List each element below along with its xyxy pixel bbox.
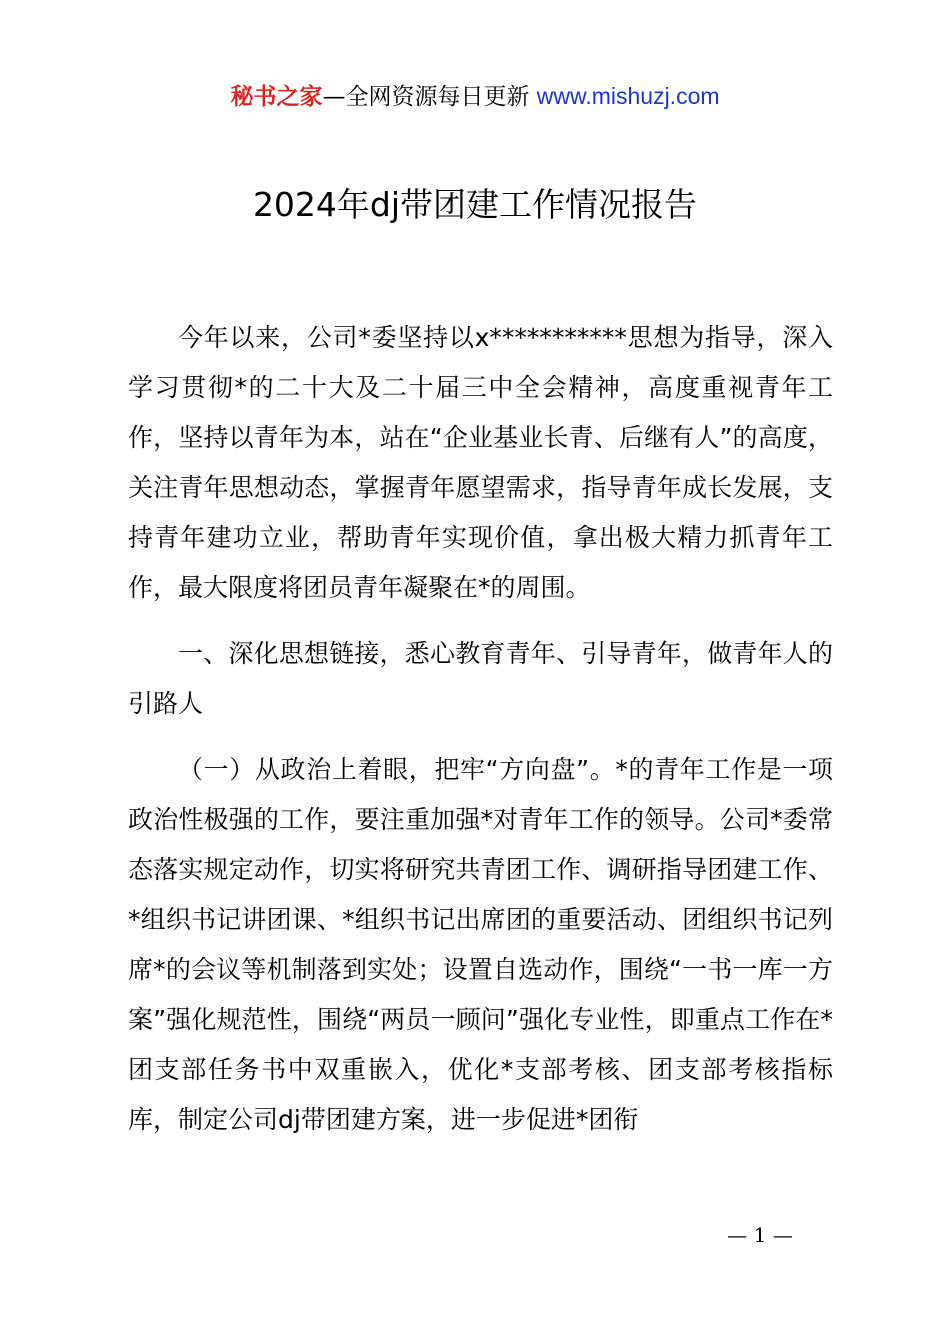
site-banner (0, 80, 950, 113)
page-number: — 1 — (727, 1223, 793, 1247)
banner-tagline: —全网资源每日更新 (322, 84, 537, 110)
paragraph-intro: 今年以来，公司*委坚持以x***********思想为指导，深入学习贯彻*的二十大及二十届三中全会精神，高度重视青年工作，坚持以青年为本，站在“企业基业长青、后继有人”的高度，关注青年思想动态，掌握青年愿望需求，指导青年成长发展，支持青年建功立业，帮助青年实现价值，拿出极大精力抓青年工作，最大限度将团员青年凝聚在*的周围。 (128, 323, 833, 602)
section-heading-1: 一、深化思想链接，悉心教育青年、引导青年，做青年人的引路人 (128, 639, 833, 718)
banner-url-link[interactable]: www.mishuzj.com (536, 83, 720, 109)
paragraph-section-1-item-1: （一）从政治上着眼，把牢“方向盘”。*的青年工作是一项政治性极强的工作，要注重加强*对青年工作的领导。公司*委常态落实规定动作，切实将研究共青团工作、调研指导团建工作、*组织书记讲团课、*组织书记出席团的重要活动、团组织书记列席*的会议等机制落到实处；设置自选动作，围绕“一书一库一方案”强化规范性，围绕“两员一顾问”强化专业性，即重点工作在*团支部任务书中双重嵌入，优化*支部考核、团支部考核指标库，制定公司dj带团建方案，进一步促进*团衔 (128, 755, 833, 1134)
document-title: 2024年dj带团建工作情况报告 (252, 185, 698, 224)
document-body (128, 313, 833, 1145)
banner-brand: 秘书之家 (230, 84, 323, 110)
